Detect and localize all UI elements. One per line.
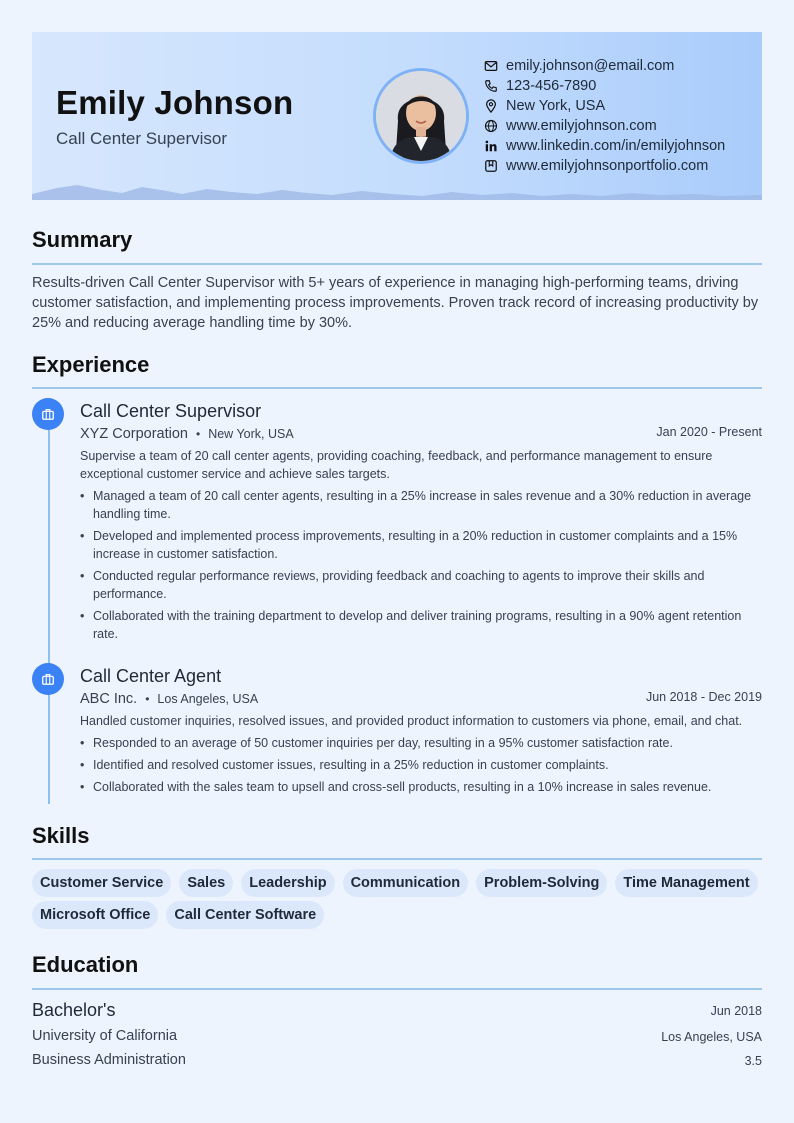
list-item: • Collaborated with the sales team to upsell and cross-sell products, resulting in a 10% increase in sales revenue. xyxy=(80,778,762,796)
contact-phone[interactable] xyxy=(484,76,725,96)
job-role: Call Center Agent xyxy=(80,666,222,686)
contact-website[interactable] xyxy=(484,116,725,136)
list-item: • Identified and resolved customer issues, resulting in a 25% reduction in customer complaints. xyxy=(80,756,762,774)
skill-tag: Time Management xyxy=(615,869,757,897)
list-item: • Conducted regular performance reviews, providing feedback and coaching to agents to improve their skills and performance. xyxy=(80,567,762,603)
job-entry xyxy=(80,664,762,800)
skill-tag: Communication xyxy=(343,869,469,897)
separator-dot: • xyxy=(145,692,150,706)
education-date: Jun 2018 xyxy=(710,1004,762,1018)
job-description: Supervise a team of 20 call center agents, providing coaching, feedback, and performance management to ensure exceptional customer service and achieve sales targets. xyxy=(80,449,713,481)
list-item: • Responded to an average of 50 customer inquiries per day, resulting in a 95% customer satisfaction rate. xyxy=(80,734,762,752)
skills-list xyxy=(32,869,772,933)
skill-tag: Customer Service xyxy=(32,869,171,897)
skill-tag: Problem-Solving xyxy=(476,869,607,897)
contact-list xyxy=(484,56,725,176)
skills-heading: Skills xyxy=(32,823,90,848)
job-location: Los Angeles, USA xyxy=(157,692,259,706)
linkedin-icon xyxy=(484,139,498,153)
portfolio-icon xyxy=(484,159,498,173)
contact-phone-text: 123-456-7890 xyxy=(506,78,597,94)
education-location: Los Angeles, USA xyxy=(661,1030,762,1044)
separator-dot: • xyxy=(196,427,201,441)
job-meta xyxy=(80,690,762,710)
job-description: Handled customer inquiries, resolved issues, and provided product information to customers via phone, email, and chat. xyxy=(80,714,743,728)
avatar xyxy=(376,71,466,161)
contact-linkedin[interactable] xyxy=(484,136,725,156)
job-entry xyxy=(80,399,762,647)
summary-heading: Summary xyxy=(32,227,133,252)
contact-email[interactable] xyxy=(484,56,725,76)
contact-location xyxy=(484,96,725,116)
profile-photo xyxy=(373,68,469,164)
education-gpa: 3.5 xyxy=(744,1054,762,1068)
list-item: • Collaborated with the training department to develop and deliver training programs, resulting in a 90% agent retention rate. xyxy=(80,607,762,643)
education-school: University of California xyxy=(32,1028,178,1044)
education-field: Business Administration xyxy=(32,1052,186,1068)
job-company: ABC Inc. xyxy=(80,691,138,707)
contact-linkedin-text: www.linkedin.com/in/emilyjohnson xyxy=(506,138,726,154)
skill-tag: Call Center Software xyxy=(166,901,324,929)
timeline-line xyxy=(48,413,50,804)
job-company: XYZ Corporation xyxy=(80,426,188,442)
briefcase-icon xyxy=(32,398,64,430)
resume-header xyxy=(32,32,762,200)
education-degree: Bachelor's xyxy=(32,1000,116,1020)
skill-tag: Leadership xyxy=(241,869,334,897)
globe-icon xyxy=(484,119,498,133)
contact-portfolio-text: www.emilyjohnsonportfolio.com xyxy=(506,158,709,174)
list-item: • Developed and implemented process improvements, resulting in a 20% reduction in customer complaints and a 15% increase in customer satisfaction. xyxy=(80,527,762,563)
contact-email-text: emily.johnson@email.com xyxy=(506,58,675,74)
experience-divider xyxy=(32,387,762,389)
job-bullets xyxy=(80,487,762,643)
contact-portfolio[interactable] xyxy=(484,156,725,176)
job-bullets xyxy=(80,734,762,796)
mountain-decoration xyxy=(32,182,762,200)
skills-divider xyxy=(32,858,762,860)
education-divider xyxy=(32,988,762,990)
skill-tag: Sales xyxy=(179,869,233,897)
phone-icon xyxy=(484,79,498,93)
job-location: New York, USA xyxy=(208,427,294,441)
job-role: Call Center Supervisor xyxy=(80,401,262,421)
contact-website-text: www.emilyjohnson.com xyxy=(506,118,657,134)
job-dates: Jan 2020 - Present xyxy=(656,425,762,439)
job-dates: Jun 2018 - Dec 2019 xyxy=(645,690,762,704)
candidate-name: Emily Johnson xyxy=(56,84,294,121)
experience-heading: Experience xyxy=(32,352,150,377)
mail-icon xyxy=(484,59,498,73)
skill-tag: Microsoft Office xyxy=(32,901,158,929)
job-meta xyxy=(80,425,762,445)
location-icon xyxy=(484,99,498,113)
summary-text: Results-driven Call Center Supervisor with 5+ years of experience in managing high-performing teams, driving customer satisfaction, and implementing process improvements. Proven track record of increasing productivity by 25% and reducing average handling time by 30%. xyxy=(32,275,759,331)
candidate-title: Call Center Supervisor xyxy=(56,129,228,148)
list-item: • Managed a team of 20 call center agents, resulting in a 25% increase in sales revenue and a 30% reduction in average handling time. xyxy=(80,487,762,523)
education-heading: Education xyxy=(32,952,139,977)
summary-divider xyxy=(32,263,762,265)
contact-location-text: New York, USA xyxy=(506,98,606,114)
briefcase-icon xyxy=(32,663,64,695)
